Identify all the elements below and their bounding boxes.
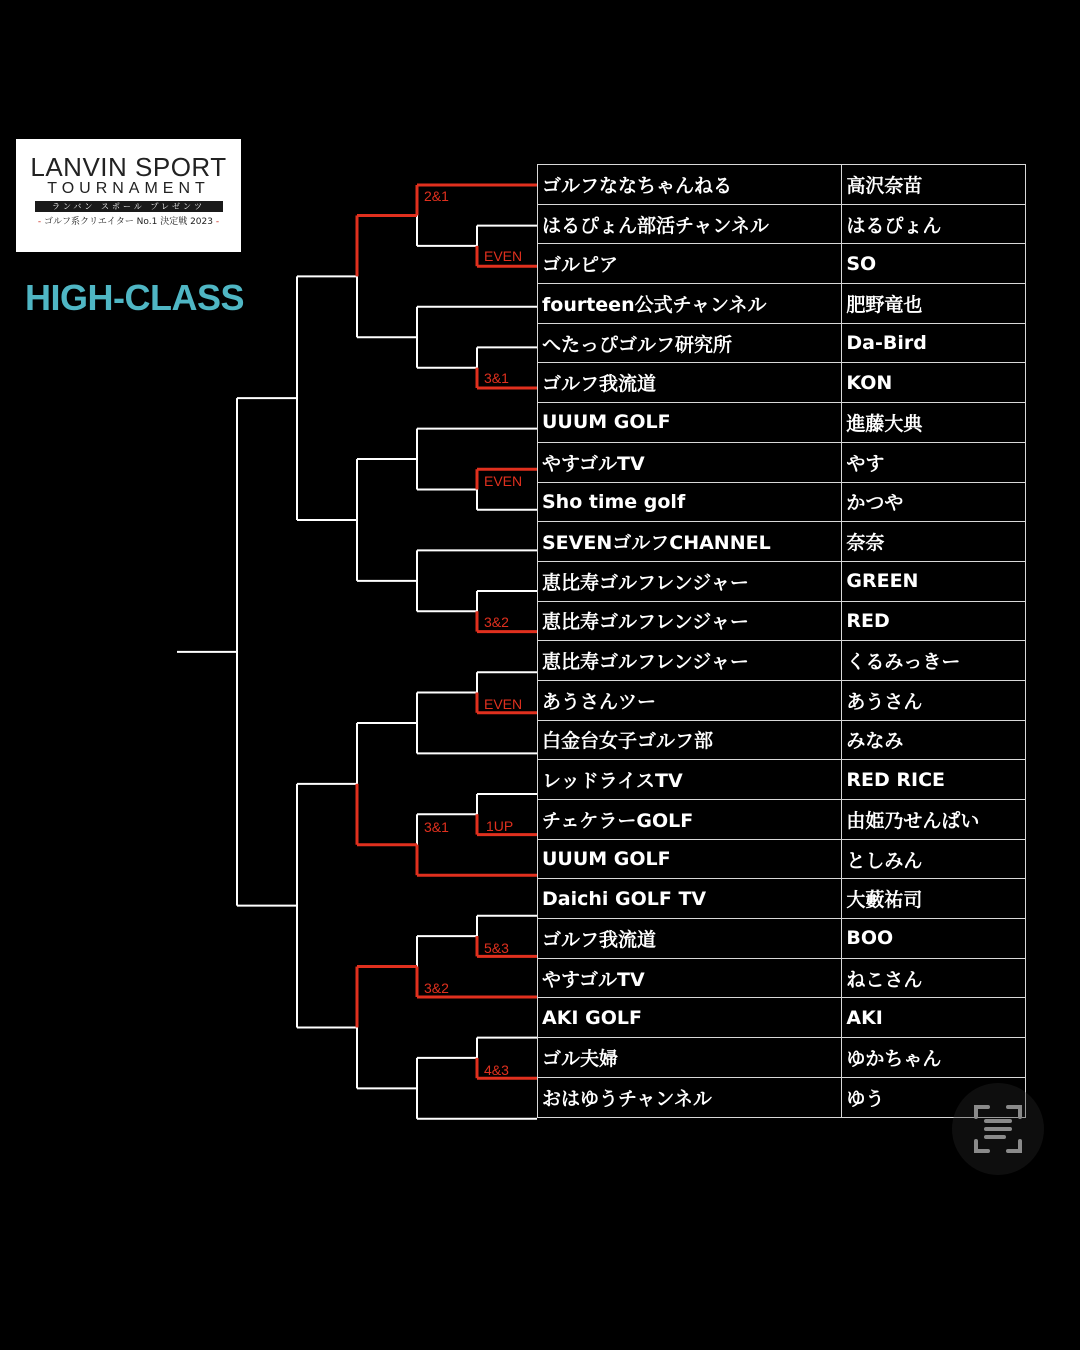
team-name: Daichi GOLF TV — [538, 879, 842, 919]
team-name: fourteen公式チャンネル — [538, 284, 842, 324]
match-score: 5&3 — [484, 940, 509, 956]
logo-line-3: ランバン スポール プレゼンツ — [35, 201, 223, 212]
player-name: BOO — [842, 919, 1026, 959]
entry-row — [538, 284, 1026, 324]
player-name: みなみ — [842, 720, 1026, 760]
player-name: 肥野竜也 — [842, 284, 1026, 324]
entry-row — [538, 522, 1026, 562]
team-name: AKI GOLF — [538, 998, 842, 1038]
team-name: ゴルフ我流道 — [538, 919, 842, 959]
entry-row — [538, 998, 1026, 1038]
class-title: HIGH-CLASS — [25, 277, 244, 318]
entry-row — [538, 482, 1026, 522]
entry-row — [538, 1038, 1026, 1078]
match-score: 3&1 — [424, 819, 449, 835]
match-score: 4&3 — [484, 1062, 509, 1078]
entry-row — [538, 403, 1026, 443]
entry-row — [538, 561, 1026, 601]
team-name: やすゴルTV — [538, 958, 842, 998]
match-score: 3&2 — [484, 614, 509, 630]
team-name: UUUM GOLF — [538, 839, 842, 879]
team-name: チェケラーGOLF — [538, 800, 842, 840]
entry-row — [538, 720, 1026, 760]
player-name: RED — [842, 601, 1026, 641]
team-name: やすゴルTV — [538, 442, 842, 482]
entry-row — [538, 879, 1026, 919]
player-name: くるみっきー — [842, 641, 1026, 681]
team-name: ゴルフ我流道 — [538, 363, 842, 403]
player-name: SO — [842, 244, 1026, 284]
entry-row — [538, 958, 1026, 998]
match-score: EVEN — [484, 248, 523, 264]
entry-row — [538, 244, 1026, 284]
team-name: ゴルフななちゃんねる — [538, 165, 842, 205]
player-name: ねこさん — [842, 958, 1026, 998]
player-name: 大藪祐司 — [842, 879, 1026, 919]
entry-table — [537, 164, 1026, 1118]
entry-row — [538, 760, 1026, 800]
team-name: 恵比寿ゴルフレンジャー — [538, 561, 842, 601]
entry-row — [538, 641, 1026, 681]
match-score: 3&1 — [484, 370, 509, 386]
match-score: 1UP — [486, 818, 514, 834]
player-name: AKI — [842, 998, 1026, 1038]
team-name: UUUM GOLF — [538, 403, 842, 443]
player-name: かつや — [842, 482, 1026, 522]
team-name: レッドライスTV — [538, 760, 842, 800]
team-name: ゴルピア — [538, 244, 842, 284]
entry-row — [538, 839, 1026, 879]
entry-row — [538, 680, 1026, 720]
logo-line-2: TOURNAMENT — [47, 180, 210, 197]
player-name: 奈奈 — [842, 522, 1026, 562]
player-name: Da-Bird — [842, 323, 1026, 363]
player-name: GREEN — [842, 561, 1026, 601]
team-name: Sho time golf — [538, 482, 842, 522]
player-name: はるぴょん — [842, 204, 1026, 244]
team-name: はるぴょん部活チャンネル — [538, 204, 842, 244]
entry-row — [538, 165, 1026, 205]
player-name: KON — [842, 363, 1026, 403]
team-name: 恵比寿ゴルフレンジャー — [538, 641, 842, 681]
match-score: 2&1 — [424, 188, 449, 204]
team-name: へたっぴゴルフ研究所 — [538, 323, 842, 363]
team-name: ゴル夫婦 — [538, 1038, 842, 1078]
logo-line-1: LANVIN SPORT — [30, 152, 227, 182]
entry-row — [538, 919, 1026, 959]
player-name: 由姫乃せんぱい — [842, 800, 1026, 840]
player-name: 進藤大典 — [842, 403, 1026, 443]
match-score: EVEN — [484, 696, 523, 712]
entry-row — [538, 601, 1026, 641]
team-name: あうさんツー — [538, 680, 842, 720]
match-score: EVEN — [484, 473, 523, 489]
player-name: RED RICE — [842, 760, 1026, 800]
team-name: SEVENゴルフCHANNEL — [538, 522, 842, 562]
player-name: ゆう — [842, 1077, 1026, 1117]
match-score: 3&2 — [424, 980, 449, 996]
entry-row — [538, 323, 1026, 363]
scan-button[interactable] — [952, 1083, 1044, 1175]
entry-row — [538, 800, 1026, 840]
scan-icon — [974, 1103, 1022, 1155]
player-name: ゆかちゃん — [842, 1038, 1026, 1078]
team-name: おはゆうチャンネル — [538, 1077, 842, 1117]
player-name: としみん — [842, 839, 1026, 879]
logo-line-4: - ゴルフ系クリエイター No.1 決定戦 2023 - — [37, 217, 220, 227]
entry-row — [538, 204, 1026, 244]
team-name: 白金台女子ゴルフ部 — [538, 720, 842, 760]
player-name: やす — [842, 442, 1026, 482]
entry-row — [538, 1077, 1026, 1117]
logo-line-4-text: ゴルフ系クリエイター No.1 決定戦 2023 — [44, 217, 213, 227]
team-name: 恵比寿ゴルフレンジャー — [538, 601, 842, 641]
entry-row — [538, 442, 1026, 482]
player-name: 高沢奈苗 — [842, 165, 1026, 205]
entry-row — [538, 363, 1026, 403]
player-name: あうさん — [842, 680, 1026, 720]
